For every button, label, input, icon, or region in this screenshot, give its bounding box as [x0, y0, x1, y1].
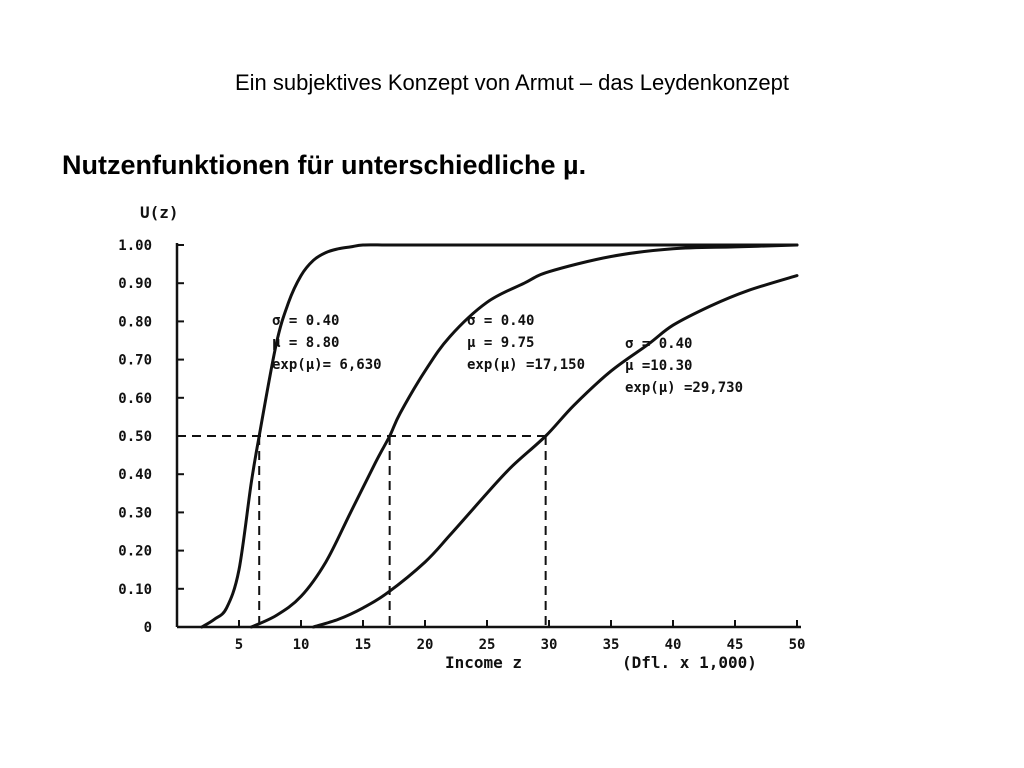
chart-axes	[118, 238, 805, 653]
x-axis-unit: (Dfl. x 1,000)	[622, 653, 757, 672]
x-tick-label: 25	[478, 637, 496, 653]
x-tick-label: 50	[788, 637, 806, 653]
y-tick-label: 0.10	[118, 581, 152, 598]
y-tick-label: 0.80	[118, 314, 152, 331]
curve-3-annotation-line: exp(µ) =29,730	[625, 380, 744, 396]
x-tick-label: 40	[664, 637, 682, 653]
y-tick-label: 0.70	[118, 352, 152, 369]
y-tick-label: 0.30	[118, 505, 152, 522]
slide-heading: Nutzenfunktionen für unterschiedliche µ.	[62, 150, 587, 180]
slide-title: Ein subjektives Konzept von Armut – das Leydenkonzept	[234, 70, 789, 95]
x-tick-label: 5	[234, 637, 244, 653]
y-axis-label: U(z)	[140, 203, 179, 222]
x-tick-label: 15	[354, 637, 372, 653]
curve-3-annotation-line: σ = 0.40	[625, 336, 693, 352]
curve-2-annotation-line: µ = 9.75	[467, 335, 535, 351]
y-tick-label: 0.50	[118, 429, 152, 445]
x-tick-label: 10	[292, 637, 310, 653]
y-tick-label: 0.60	[118, 390, 152, 407]
y-tick-label: 0.40	[118, 467, 152, 484]
x-tick-label: 30	[540, 637, 558, 653]
y-tick-label: 0	[143, 620, 152, 636]
utility-curve-3	[313, 276, 797, 627]
x-tick-label: 20	[416, 637, 434, 653]
y-tick-label: 0.90	[118, 276, 152, 293]
x-axis-label: Income z	[445, 653, 523, 672]
curve-2-annotation-line: σ = 0.40	[467, 313, 535, 329]
curve-1-annotation-line: µ = 8.80	[272, 335, 340, 351]
curve-3-annotation-line: µ =10.30	[625, 358, 693, 374]
curve-1-annotation-line: exp(µ)= 6,630	[272, 357, 382, 373]
curve-1-annotation-line: σ = 0.40	[272, 313, 340, 329]
x-tick-label: 45	[726, 637, 744, 653]
y-tick-label: 1.00	[118, 238, 152, 254]
curve-2-annotation-line: exp(µ) =17,150	[467, 357, 586, 373]
y-tick-label: 0.20	[118, 543, 152, 560]
x-tick-label: 35	[602, 637, 620, 653]
